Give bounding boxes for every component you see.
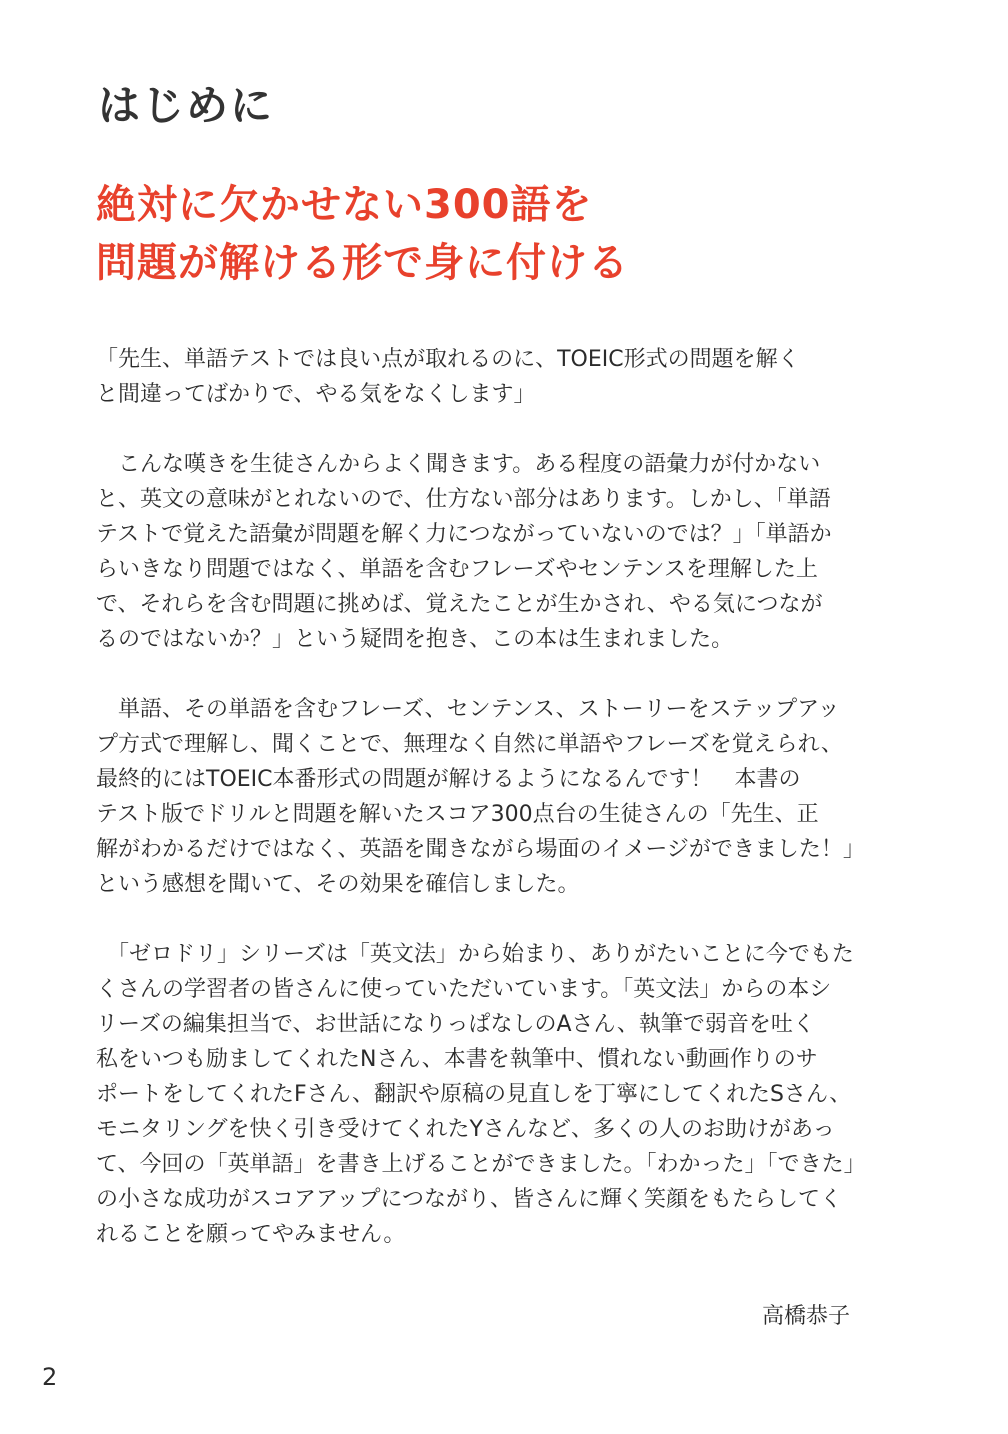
paragraph-line: らいきなり問題ではなく、単語を含むフレーズやセンテンスを理解した上 <box>96 557 818 582</box>
paragraph-method <box>96 692 865 902</box>
headline-line-2: 問題が解ける形で身に付ける <box>96 240 629 286</box>
paragraph-line: リーズの編集担当で、お世話になりっぱなしのAさん、執筆で弱音を吐く <box>96 1012 815 1037</box>
headline-line-1: 絶対に欠かせない300語を <box>96 182 593 228</box>
paragraph-quote <box>96 342 856 412</box>
paragraph-line: の小さな成功がスコアアップにつながり、皆さんに輝く笑顔をもたらしてく <box>96 1187 843 1212</box>
paragraph-line: 「先生、単語テストでは良い点が取れるのに、TOEIC形式の問題を解く <box>96 347 800 372</box>
paragraph-line: と間違ってばかりで、やる気をなくします」 <box>96 382 536 407</box>
paragraph-line: 「ゼロドリ」シリーズは「英文法」から始まり、ありがたいことに今でもた <box>96 942 854 967</box>
paragraph-line: て、今回の「英単語」を書き上げることができました。「わかった」「できた」 <box>96 1152 866 1177</box>
paragraph-line: こんな嘆きを生徒さんからよく聞きます。ある程度の語彙力が付かない <box>96 452 821 477</box>
paragraph-acknowledgements <box>96 937 866 1252</box>
paragraph-line: れることを願ってやみません。 <box>96 1222 406 1247</box>
paragraph-line: 単語、その単語を含むフレーズ、センテンス、ストーリーをステップアッ <box>96 697 840 722</box>
paragraph-line: 私をいつも励ましてくれたNさん、本書を執筆中、慣れない動画作りのサ <box>96 1047 818 1072</box>
paragraph-line: るのではないか？」という疑問を抱き、この本は生まれました。 <box>96 627 734 652</box>
headline <box>96 176 629 292</box>
paragraph-line: テストで覚えた語彙が問題を解く力につながっていないのでは？」「単語か <box>96 522 832 547</box>
page-title: はじめに <box>98 81 275 130</box>
paragraph-line: ポートをしてくれたFさん、翻訳や原稿の見直しを丁寧にしてくれたSさん、 <box>96 1082 852 1107</box>
author-signature: 高橋恭子 <box>761 1304 850 1329</box>
paragraph-line: と、英文の意味がとれないので、仕方ない部分はあります。しかし、「単語 <box>96 487 831 512</box>
paragraph-line: プ方式で理解し、聞くことで、無理なく自然に単語やフレーズを覚えられ、 <box>96 732 843 757</box>
page-number: 2 <box>42 1363 58 1391</box>
paragraph-line: で、それらを含む問題に挑めば、覚えたことが生かされ、やる気につなが <box>96 592 823 617</box>
body-text <box>96 342 866 1287</box>
paragraph-line: くさんの学習者の皆さんに使っていただいています。「英文法」からの本シ <box>96 977 832 1002</box>
paragraph-line: モニタリングを快く引き受けてくれたYさんなど、多くの人のお助けがあっ <box>96 1117 835 1142</box>
paragraph-line: という感想を聞いて、その効果を確信しました。 <box>96 872 580 897</box>
paragraph-origin <box>96 447 856 657</box>
paragraph-line: 最終的にはTOEIC本番形式の問題が解けるようになるんです！ 本書の <box>96 767 801 792</box>
paragraph-line: 解がわかるだけではなく、英語を聞きながら場面のイメージができました！」 <box>96 837 865 862</box>
paragraph-line: テスト版でドリルと問題を解いたスコア300点台の生徒さんの「先生、正 <box>96 802 819 827</box>
